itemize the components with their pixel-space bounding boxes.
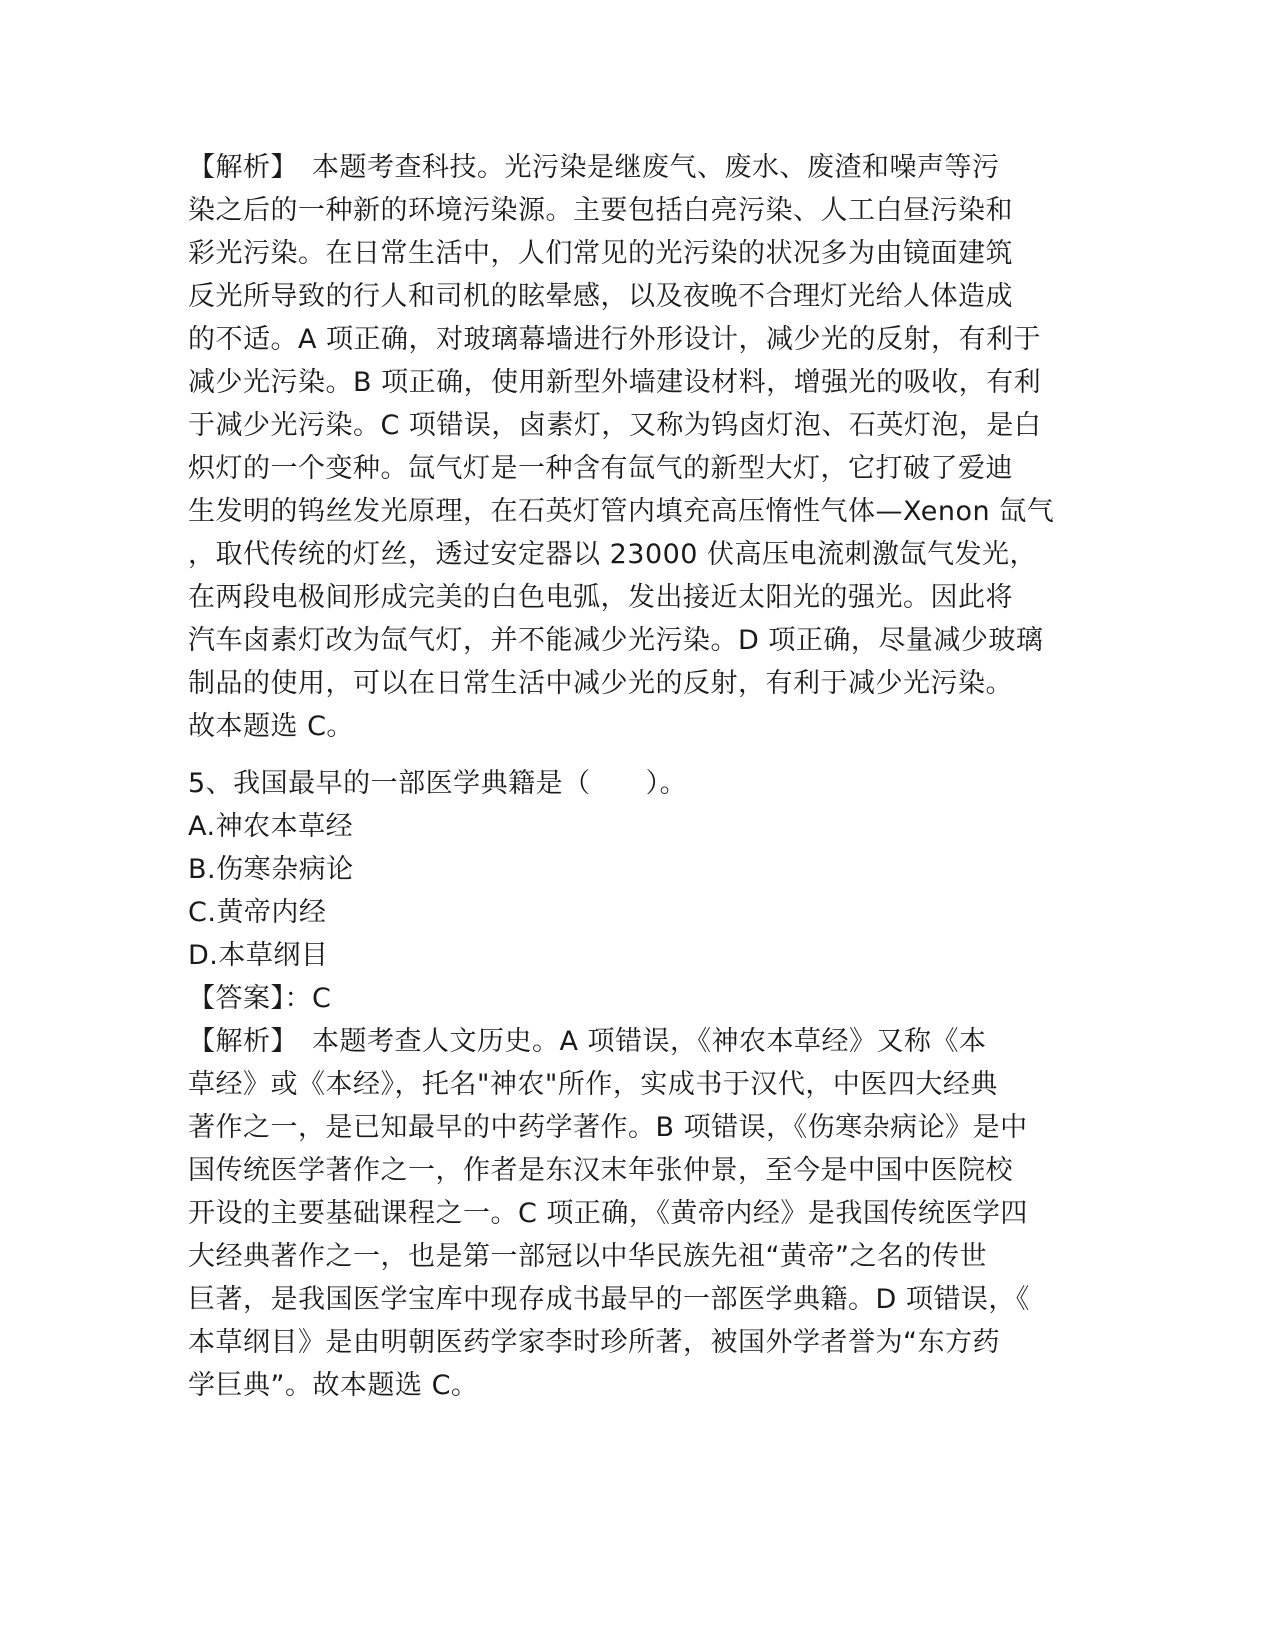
analysis-line: 大经典著作之一，也是第一部冠以中华民族先祖“黄帝”之名的传世 xyxy=(188,1241,987,1272)
analysis-line: 减少光污染。B 项正确，使用新型外墙建设材料，增强光的吸收，有利 xyxy=(188,367,1042,398)
section-gap xyxy=(188,748,1088,762)
analysis-line: 开设的主要基础课程之一。C 项正确，《黄帝内经》是我国传统医学四 xyxy=(188,1198,1028,1229)
analysis-line: 汽车卤素灯改为氙气灯，并不能减少光污染。D 项正确，尽量减少玻璃 xyxy=(188,625,1044,656)
analysis-block-medical-classics xyxy=(188,1020,1088,1407)
analysis-line: 故本题选 C。 xyxy=(188,711,354,742)
analysis-line: 国传统医学著作之一，作者是东汉末年张仲景，至今是中国中医院校 xyxy=(188,1155,1013,1186)
question-5 xyxy=(188,762,1088,1020)
option-a: A.神农本草经 xyxy=(188,811,354,842)
analysis-line: 的不适。A 项正确，对玻璃幕墙进行外形设计，减少光的反射，有利于 xyxy=(188,324,1042,355)
document-content xyxy=(188,146,1088,1407)
analysis-line: ，取代传统的灯丝，透过安定器以 23000 伏高压电流刺激氙气发光， xyxy=(188,539,1038,570)
analysis-line: 生发明的钨丝发光原理，在石英灯管内填充高压惰性气体—Xenon 氙气 xyxy=(188,496,1055,527)
analysis-line: 制品的使用，可以在日常生活中减少光的反射，有利于减少光污染。 xyxy=(188,668,1013,699)
analysis-line: 学巨典”。故本题选 C。 xyxy=(188,1370,479,1401)
analysis-line: 巨著，是我国医学宝库中现存成书最早的一部医学典籍。D 项错误，《 xyxy=(188,1284,1030,1315)
analysis-line: 彩光污染。在日常生活中，人们常见的光污染的状况多为由镜面建筑 xyxy=(188,238,1013,269)
question-stem: 5、我国最早的一部医学典籍是（ ）。 xyxy=(188,768,688,799)
analysis-line: 著作之一，是已知最早的中药学著作。B 项错误，《伤寒杂病论》是中 xyxy=(188,1112,1028,1143)
analysis-block-light-pollution xyxy=(188,146,1088,748)
option-c: C.黄帝内经 xyxy=(188,897,327,928)
analysis-line: 于减少光污染。C 项错误，卤素灯，又称为钨卤灯泡、石英灯泡，是白 xyxy=(188,410,1042,441)
analysis-line: 【解析】 本题考查科技。光污染是继废气、废水、废渣和噪声等污 xyxy=(188,152,1000,183)
option-b: B.伤寒杂病论 xyxy=(188,854,354,885)
analysis-line: 炽灯的一个变种。氙气灯是一种含有氙气的新型大灯，它打破了爱迪 xyxy=(188,453,1013,484)
analysis-line: 草经》或《本经》，托名"神农"所作，实成书于汉代，中医四大经典 xyxy=(188,1069,998,1100)
analysis-line: 反光所导致的行人和司机的眩晕感，以及夜晚不合理灯光给人体造成 xyxy=(188,281,1013,312)
analysis-line: 染之后的一种新的环境污染源。主要包括白亮污染、人工白昼污染和 xyxy=(188,195,1013,226)
answer-line: 【答案】：C xyxy=(188,983,332,1014)
analysis-line: 本草纲目》是由明朝医药学家李时珍所著，被国外学者誉为“东方药 xyxy=(188,1327,1000,1358)
analysis-line: 在两段电极间形成完美的白色电弧，发出接近太阳光的强光。因此将 xyxy=(188,582,1013,613)
analysis-line: 【解析】 本题考查人文历史。A 项错误，《神农本草经》又称《本 xyxy=(188,1026,987,1057)
option-d: D.本草纲目 xyxy=(188,940,329,971)
